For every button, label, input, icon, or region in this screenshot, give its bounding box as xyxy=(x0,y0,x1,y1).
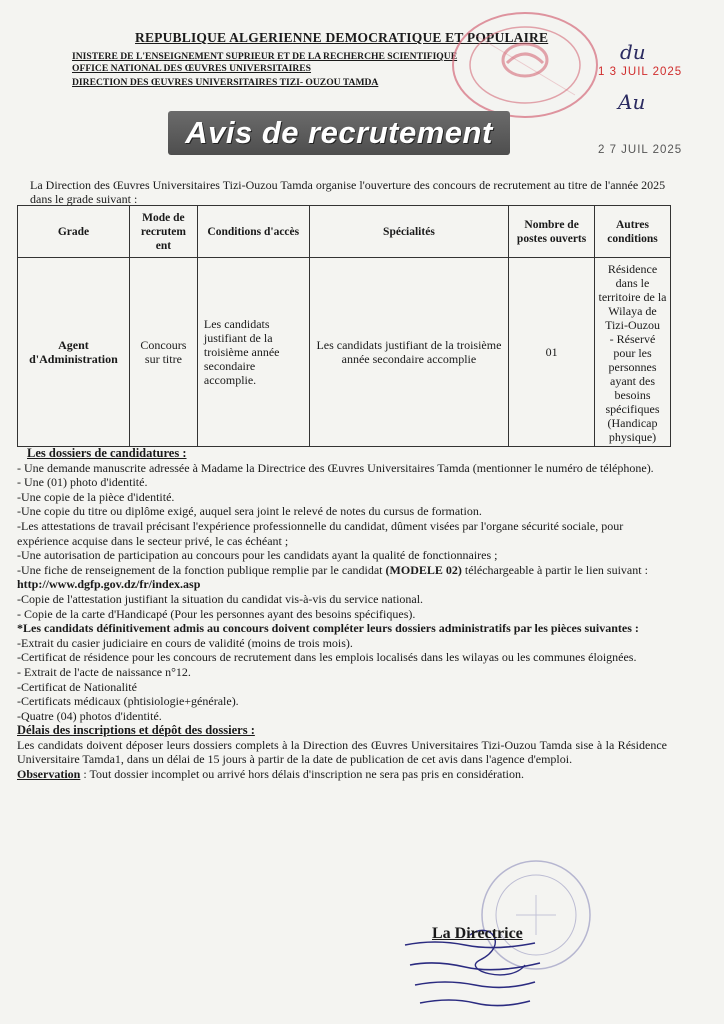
observation xyxy=(17,767,667,782)
fiche-model: (MODELE 02) xyxy=(385,562,462,577)
list-item: - Extrait de l'acte de naissance n°12. xyxy=(17,664,191,679)
cell-mode: Concours sur titre xyxy=(129,258,197,447)
stamp-date-start: 1 3 JUIL 2025 xyxy=(598,66,683,78)
list-item: -Certificat de résidence pour les concours de recrutement dans les emplois localisés dans les wilayas ou les communes éloignées. xyxy=(17,650,637,665)
handwritten-au: Au xyxy=(618,90,646,114)
cell-postes: 01 xyxy=(509,258,595,447)
list-item-fiche xyxy=(17,563,667,592)
col-header-conditions: Conditions d'accès xyxy=(197,206,309,258)
recruitment-table xyxy=(17,205,671,447)
list-item: -Une copie de la pièce d'identité. xyxy=(17,489,175,504)
cell-grade: Agent d'Administration xyxy=(18,258,130,447)
cell-conditions: Les candidats justifiant de la troisième année secondaire accomplie. xyxy=(197,258,309,447)
dossiers-title: Les dossiers de candidatures : xyxy=(27,446,187,460)
list-item: -Quatre (04) photos d'identité. xyxy=(17,708,162,723)
office-line: OFFICE NATIONAL DES ŒUVRES UNIVERSITAIRES xyxy=(72,63,312,74)
table-row xyxy=(18,258,671,447)
list-item: -Extrait du casier judiciaire en cours de validité (moins de trois mois). xyxy=(17,635,353,650)
col-header-mode: Mode de recrutem ent xyxy=(129,206,197,258)
col-header-autres: Autres conditions xyxy=(595,206,671,258)
table-header-row xyxy=(18,206,671,258)
delais-text: Les candidats doivent déposer leurs dossiers complets à la Direction des Œuvres Universitaires Tizi-Ouzou Tamda sise à la Résidence Universitaire Tamda1, dans un délai de 15 jours à partir de la date de publication de cet avis dans l'agence d'emploi. xyxy=(17,737,667,767)
admis-title: *Les candidats définitivement admis au concours doivent compléter leurs dossiers administratifs par les pièces suivantes : xyxy=(17,621,639,636)
autres-reserve: - Réservé pour les personnes ayant des besoins spécifiques (Handicap physique) xyxy=(605,332,660,444)
col-header-grade: Grade xyxy=(18,206,130,258)
handwritten-du: du xyxy=(620,40,646,64)
stamp-date-end: 2 7 JUIL 2025 xyxy=(598,144,683,156)
list-item: -Certificats médicaux (phtisiologie+générale). xyxy=(17,694,239,709)
intro-paragraph: La Direction des Œuvres Universitaires Tizi-Ouzou Tamda organise l'ouverture des concours de recrutement au titre de l'année 2025 dans le grade suivant : xyxy=(30,178,666,206)
red-reception-stamp xyxy=(445,5,605,125)
list-item: - Copie de la carte d'Handicapé (Pour les personnes ayant des besoins spécifiques). xyxy=(17,606,416,621)
direction-line: DIRECTION DES ŒUVRES UNIVERSITAIRES TIZI- OUZOU TAMDA xyxy=(72,77,379,88)
page-title: Avis de recrutement xyxy=(185,115,493,150)
republic-heading: REPUBLIQUE ALGERIENNE DEMOCRATIQUE ET POPULAIRE xyxy=(135,30,549,45)
fiche-link[interactable]: http://www.dgfp.gov.dz/fr/index.asp xyxy=(17,577,201,592)
cell-autres xyxy=(595,258,671,447)
observation-text: : Tout dossier incomplet ou arrivé hors délais d'inscription ne sera pas pris en considération. xyxy=(80,767,525,782)
signature-title: La Directrice xyxy=(432,925,523,942)
col-header-specialites: Spécialités xyxy=(309,206,508,258)
ministry-line: INISTERE DE L'ENSEIGNEMENT SUPRIEUR ET DE LA RECHERCHE SCIENTIFIQUE xyxy=(72,51,458,62)
list-item: -Les attestations de travail précisant l'expérience professionnelle du candidat, dûment visées par l'organe sécurité sociale, pour expérience acquise dans le secteur privé, le cas échéant ; xyxy=(17,518,624,548)
list-item: -Certificat de Nationalité xyxy=(17,679,137,694)
list-item: -Une copie du titre ou diplôme exigé, auquel sera joint le relevé de notes du cursus de formation. xyxy=(17,504,482,519)
col-header-postes: Nombre de postes ouverts xyxy=(509,206,595,258)
title-banner xyxy=(168,111,510,155)
list-item: -Copie de l'attestation justifiant la situation du candidat vis-à-vis du service national. xyxy=(17,591,424,606)
autres-residence: Résidence dans le territoire de la Wilaya de Tizi-Ouzou xyxy=(598,262,667,332)
document-body xyxy=(17,446,667,782)
delais-title: Délais des inscriptions et dépôt des dossiers : xyxy=(17,723,255,738)
list-item: - Une demande manuscrite adressée à Madame la Directrice des Œuvres Universitaires Tamda (mentionner le numéro de téléphone). xyxy=(17,460,654,475)
list-item: -Une autorisation de participation au concours pour les candidats ayant la qualité de fonctionnaires ; xyxy=(17,548,498,563)
fiche-text: -Une fiche de renseignement de la fonction publique remplie par le candidat xyxy=(17,562,386,577)
observation-label: Observation xyxy=(17,767,81,782)
list-item: - Une (01) photo d'identité. xyxy=(17,475,148,490)
cell-specialites: Les candidats justifiant de la troisième année secondaire accomplie xyxy=(309,258,508,447)
fiche-text-2: téléchargeable à partir le lien suivant : xyxy=(461,562,648,577)
